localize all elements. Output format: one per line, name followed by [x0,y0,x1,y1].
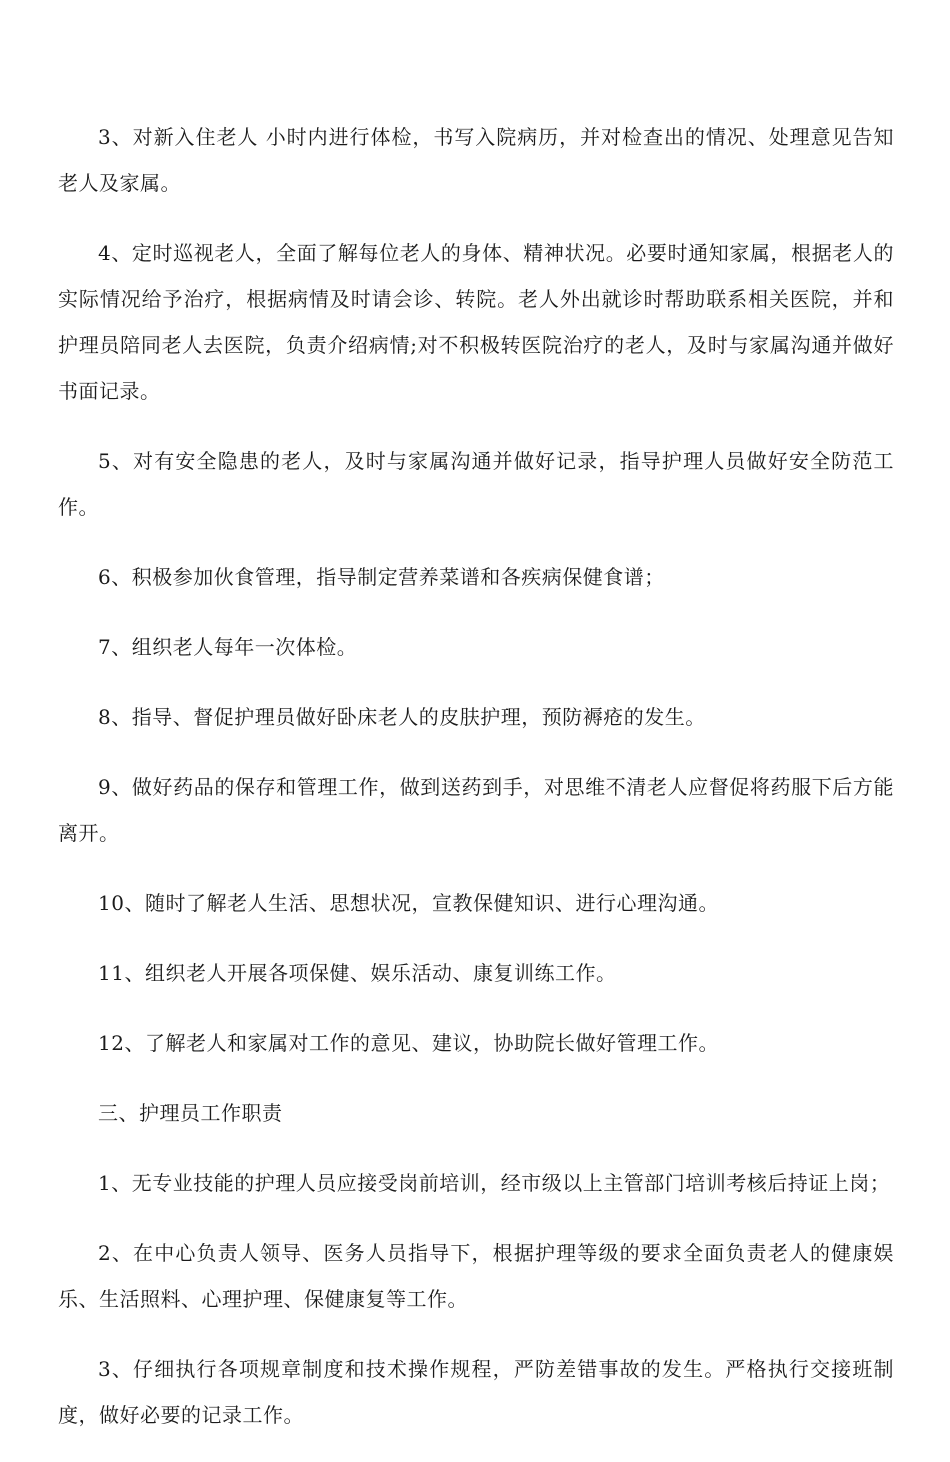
paragraph-item-11-activities: 11、组织老人开展各项保健、娱乐活动、康复训练工作。 [98,961,617,985]
paragraph-item-7-checkup: 7、组织老人每年一次体检。 [98,635,358,659]
paragraph-item-9-medication: 9、做好药品的保存和管理工作，做到送药到手，对思维不清老人应督促将药服下后方能离开。 [58,775,894,845]
paragraph-item-4-rounds: 4、定时巡视老人，全面了解每位老人的身体、精神状况。必要时通知家属，根据老人的实际情况给予治疗，根据病情及时请会诊、转院。老人外出就诊时帮助联系相关医院，并和护理员陪同老人去医院，负责介绍病情;对不积极转医院治疗的老人，及时与家属沟通并做好书面记录。 [58,241,894,403]
paragraph-item-10-communication: 10、随时了解老人生活、思想状况，宣教保健知识、进行心理沟通。 [98,891,719,915]
paragraph-caregiver-1-training: 1、无专业技能的护理人员应接受岗前培训，经市级以上主管部门培训考核后持证上岗； [98,1171,891,1195]
paragraph-item-3-admission-exam: 3、对新入住老人 小时内进行体检，书写入院病历，并对检查出的情况、处理意见告知老人及家属。 [58,125,894,195]
paragraph-item-12-feedback: 12、了解老人和家属对工作的意见、建议，协助院长做好管理工作。 [98,1031,719,1055]
paragraph-item-5-safety: 5、对有安全隐患的老人，及时与家属沟通并做好记录，指导护理人员做好安全防范工作。 [58,449,894,519]
section-heading-caregiver-duties: 三、护理员工作职责 [98,1101,283,1125]
paragraph-caregiver-2-responsibilities: 2、在中心负责人领导、医务人员指导下，根据护理等级的要求全面负责老人的健康娱乐、生活照料、心理护理、保健康复等工作。 [58,1241,894,1311]
paragraph-item-8-skin-care: 8、指导、督促护理员做好卧床老人的皮肤护理，预防褥疮的发生。 [98,705,706,729]
paragraph-caregiver-3-procedures: 3、仔细执行各项规章制度和技术操作规程，严防差错事故的发生。严格执行交接班制度，做好必要的记录工作。 [58,1357,894,1427]
paragraph-item-6-meals: 6、积极参加伙食管理，指导制定营养菜谱和各疾病保健食谱； [98,565,665,589]
document-body [58,114,894,1462]
